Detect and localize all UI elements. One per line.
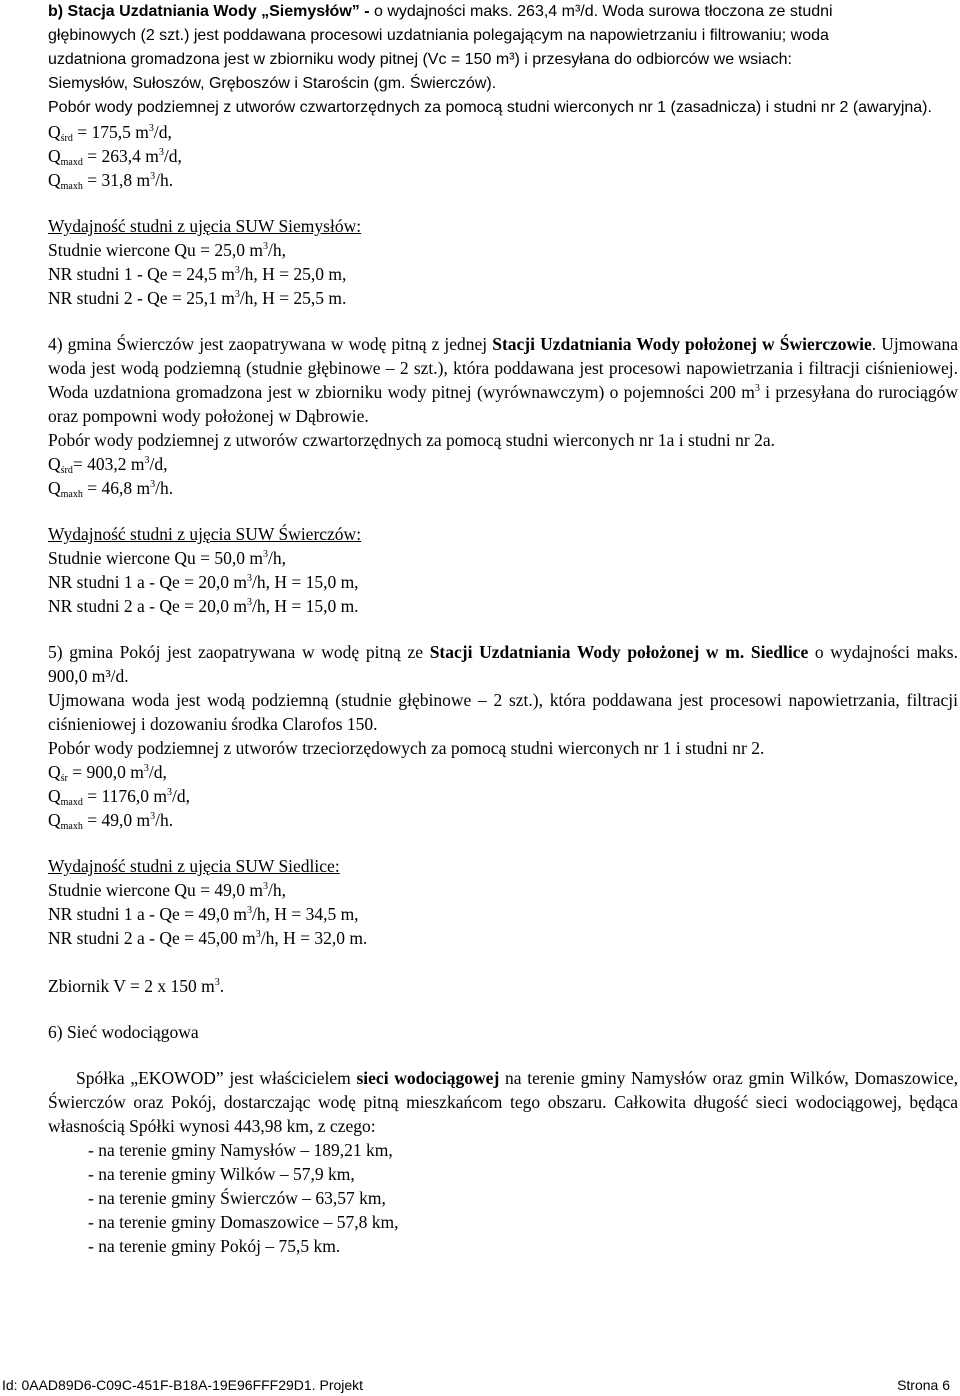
- network-length-list: [48, 1138, 958, 1258]
- wells-title-siedlice: Wydajność studni z ujęcia SUW Siedlice:: [48, 856, 340, 876]
- section-b-heading: b) Stacja Uzdatniania Wody „Siemysłów” -: [48, 3, 370, 20]
- list-item: - na terenie gminy Świerczów – 63,57 km,: [88, 1188, 386, 1208]
- section-b-line3: uzdatniona gromadzona jest w zbiorniku wody pitnej (Vc = 150 m³) i przesyłana do odbiorców we wsiach:: [48, 51, 792, 68]
- flow-qsr-5: $Q_{śr} = 900,0$ $m^3/d$,: [48, 762, 167, 784]
- flow-qmaxh: $Q_{maxh} = 31,8$ $m^3/h$.: [48, 170, 174, 192]
- list-item: - na terenie gminy Pokój – 75,5 km.: [88, 1236, 341, 1256]
- list-item: - na terenie gminy Wilków – 57,9 km,: [88, 1164, 355, 1184]
- section-6-title: 6) Sieć wodociągowa: [48, 1022, 199, 1042]
- section-b: [48, 0, 958, 120]
- well-2: NR studni 2 - Qe = 25,1 $m^3/h$, H = 25,5 m.: [48, 288, 347, 308]
- section-b-line2: głębinowych (2 szt.) jest poddawana procesowi uzdatniania polegającym na napowietrzaniu i filtrowaniu; woda: [48, 27, 829, 44]
- wells-total: Studnie wiercone Qu = 25,0 $m^3/h$,: [48, 240, 286, 260]
- well-2a-4: NR studni 2 a - Qe = 20,0 $m^3/h$, H = 15,0 m.: [48, 596, 359, 616]
- well-2a-5: NR studni 2 a - Qe = 45,00 $m^3/h$, H = 32,0 m.: [48, 928, 368, 948]
- page-number: Strona 6: [897, 1377, 950, 1393]
- well-1: NR studni 1 - Qe = 24,5 $m^3/h$, H = 25,0 m,: [48, 264, 347, 284]
- wells-total-4: Studnie wiercone Qu = 50,0 $m^3/h$,: [48, 548, 286, 568]
- flow-qmaxd: $Q_{maxd} = 263,4$ $m^3/d$,: [48, 146, 182, 168]
- section-b-intake: Pobór wody podziemnej z utworów czwartorzędnych za pomocą studni wierconych nr 1 (zasadnicza) i studni nr 2 (awaryjna).: [48, 99, 932, 116]
- section-5-intake: Pobór wody podziemnej z utworów trzeciorzędowych za pomocą studni wierconych nr 1 i studni nr 2.: [48, 738, 765, 758]
- list-item: - na terenie gminy Namysłów – 189,21 km,: [88, 1140, 393, 1160]
- section-b-flows: [48, 120, 958, 1258]
- well-1a-4: NR studni 1 a - Qe = 20,0 $m^3/h$, H = 15,0 m,: [48, 572, 359, 592]
- wells-title-siemyslow: Wydajność studni z ujęcia SUW Siemysłów:: [48, 216, 362, 236]
- section-5-text: Ujmowana woda jest wodą podziemną (studnie głębinowe – 2 szt.), która poddawana jest procesowi napowietrzania, filtracji ciśnieniowej i dozowaniu środka Clarofos 150.: [48, 690, 958, 734]
- section-6-text: Spółka „EKOWOD” jest właścicielem sieci wodociągowej na terenie gminy Namysłów oraz gmin Wilków, Domaszowice, Świerczów oraz Pokój, dostarczając wodę pitną mieszkańcom tego obszaru. Całkowita długość sieci wodociągowej, będąca własnością Spółki wynosi 443,98 km, z czego:: [48, 1068, 958, 1136]
- wells-title-swierczow: Wydajność studni z ujęcia SUW Świerczów:: [48, 524, 362, 544]
- document-page: [48, 0, 958, 1258]
- tank-volume: Zbiornik V = 2 x 150 $m^3$.: [48, 976, 225, 996]
- section-b-heading-rest: o wydajności maks. 263,4 m³/d. Woda surowa tłoczona ze studni: [369, 3, 833, 20]
- flow-qsrd: $Q_{śrd} = 175,5$ $m^3/d$,: [48, 122, 172, 144]
- section-5-intro: 5) gmina Pokój jest zaopatrywana w wodę pitną ze Stacji Uzdatniania Wody położonej w m. Siedlice o wydajności maks. 900,0 m³/d.: [48, 642, 958, 686]
- section-4-intake: Pobór wody podziemnej z utworów czwartorzędnych za pomocą studni wierconych nr 1a i studni nr 2a.: [48, 430, 776, 450]
- flow-qmaxd-5: $Q_{maxd} = 1176,0$ $m^3/d$,: [48, 786, 190, 808]
- section-b-line1: [48, 0, 958, 24]
- flow-qsrd-4: $Q_{śrd}= 403,2$ $m^3/d$,: [48, 454, 168, 476]
- wells-total-5: Studnie wiercone Qu = 49,0 $m^3/h$,: [48, 880, 286, 900]
- section-4-text: 4) gmina Świerczów jest zaopatrywana w wodę pitną z jednej Stacji Uzdatniania Wody położonej w Świerczowie. Ujmowana woda jest wodą podziemną (studnie głębinowe – 2 szt.), która poddawana jest procesowi napowietrzania i filtracji ciśnieniowej. Woda uzdatniona gromadzona jest w zbiorniku wody pitnej (wyrównawczym) o pojemności 200 $m^3$ i przesyłana do rurociągów oraz pompowni wody położonej w Dąbrowie.: [48, 334, 958, 426]
- list-item: - na terenie gminy Domaszowice – 57,8 km,: [88, 1212, 399, 1232]
- flow-qmaxh-4: $Q_{maxh} = 46,8$ $m^3/h$.: [48, 478, 174, 500]
- section-b-line4: Siemysłów, Sułoszów, Gręboszów i Starościn (gm. Świerczów).: [48, 75, 497, 92]
- well-1a-5: NR studni 1 a - Qe = 49,0 $m^3/h$, H = 34,5 m,: [48, 904, 359, 924]
- document-id: Id: 0AAD89D6-C09C-451F-B18A-19E96FFF29D1. Projekt: [2, 1377, 364, 1393]
- flow-qmaxh-5: $Q_{maxh} = 49,0$ $m^3/h$.: [48, 810, 174, 832]
